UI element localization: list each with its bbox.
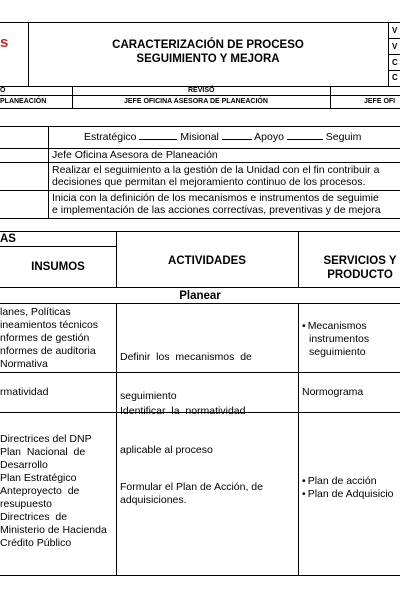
approval-col1-value: PLANEACIÓN (0, 98, 47, 105)
code-v1: V (392, 26, 398, 35)
list-item: • Plan de Adquisicio (302, 488, 394, 501)
list-item: Normativa (0, 358, 48, 370)
scope-line-2: e implementación de las acciones correctivas, preventivas y de mejora (52, 204, 381, 216)
list-item: Ministerio de Hacienda (0, 524, 107, 536)
activity-line: Identificar la normatividad (120, 405, 246, 417)
objective-line-1: Realizar el seguimiento a la gestión de la Unidad con el fin contribuir a (52, 164, 380, 176)
table-row-2-servicios (302, 386, 363, 399)
scope-line-1: Inicia con la definición de los mecanismos e instrumentos de seguimie (52, 192, 379, 204)
activity-line: Definir los mecanismos de (120, 351, 252, 363)
table-row-3-actividad (120, 481, 263, 507)
type-misional-blank (222, 130, 252, 140)
list-item: Desarrollo (0, 459, 48, 471)
col-header-insumos: INSUMOS (31, 261, 85, 273)
list-item: resupuesto (0, 498, 52, 510)
table-row-3-insumos (0, 433, 112, 550)
approval-reviso-value: JEFE OFICINA ASESORA DE PLANEACIÓN (124, 98, 268, 105)
process-type-row (84, 130, 361, 144)
list-item: Normograma (302, 386, 364, 398)
activity-line: Formular el Plan de Acción, de (120, 481, 263, 493)
list-item: Plan Estratégico (0, 472, 77, 484)
activity-line: aplicable al proceso (120, 444, 213, 456)
phase-label: Planear (179, 290, 221, 302)
col-header-servicios-line1: SERVICIOS Y (323, 255, 397, 267)
activity-line: seguimiento (120, 390, 177, 402)
list-item: instrumentos (309, 333, 370, 345)
list-item: ineamientos técnicos (0, 319, 99, 331)
list-item: lanes, Políticas (0, 306, 71, 318)
code-c1: C (392, 58, 398, 67)
list-item: nformes de auditoria (0, 345, 96, 357)
col-header-servicios-line2: PRODUCTO (327, 269, 393, 281)
approval-reviso-label: REVISÓ (188, 87, 215, 94)
list-item: Directrices de (0, 511, 68, 523)
table-row-2-actividad (120, 379, 245, 470)
logo: s (0, 34, 9, 51)
table-row-1-servicios (302, 320, 369, 359)
table-row-2-insumos (0, 386, 48, 399)
title-line-2: SEGUIMIENTO Y MEJORA (136, 53, 280, 65)
list-item: • Mecanismos (302, 320, 369, 333)
list-item: nformes de gestión (0, 332, 90, 344)
type-apoyo: Apoyo (254, 131, 284, 143)
code-v2: V (392, 42, 398, 51)
list-item: seguimiento (309, 346, 366, 358)
type-apoyo-blank (287, 130, 323, 140)
col-header-actividades: ACTIVIDADES (168, 255, 246, 267)
table-group-label: AS (0, 233, 16, 245)
approval-col3-value: JEFE OFI (364, 98, 396, 105)
process-leader: Jefe Oficina Asesora de Planeación (52, 149, 218, 161)
document-title (60, 38, 356, 66)
col-header-servicios (300, 254, 400, 282)
table-row-3-servicios (302, 475, 394, 501)
approval-col1-label: O (0, 87, 6, 94)
type-misional: Misional (180, 131, 219, 143)
title-line-1: CARACTERIZACIÓN DE PROCESO (112, 39, 304, 51)
activity-line: adquisiciones. (120, 494, 187, 506)
type-seguim: Seguim (325, 131, 362, 143)
list-item: Plan Nacional de (0, 446, 86, 458)
code-c2: C (392, 73, 398, 82)
type-estrategico-blank (139, 130, 177, 140)
list-item: Directrices del DNP (0, 433, 92, 445)
list-item: rmatividad (0, 386, 49, 398)
list-item: Anteproyecto de (0, 485, 80, 497)
objective-line-2: decisiones que permitan el mejoramiento continuo de los procesos. (52, 176, 366, 188)
type-estrategico: Estratégico (84, 131, 137, 143)
table-row-1-insumos (0, 306, 98, 371)
list-item: Crédito Público (0, 537, 72, 549)
list-item: • Plan de acción (302, 475, 394, 488)
